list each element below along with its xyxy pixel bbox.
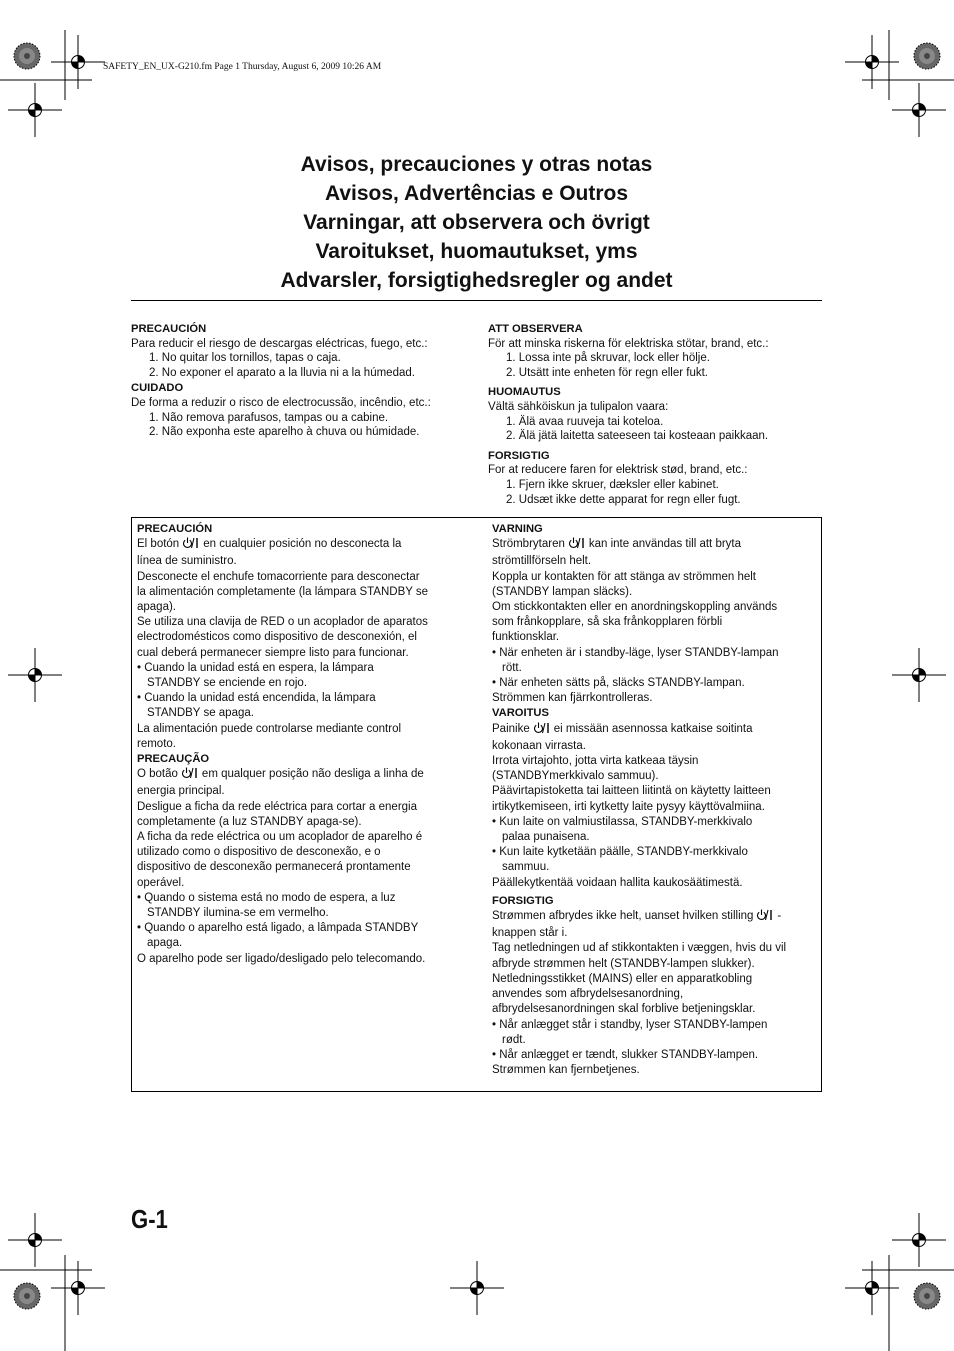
power-standby-icon [756, 909, 774, 926]
line: Netledningsstikket (MAINS) eller en apparatkobling [492, 972, 753, 985]
text: Strömbrytaren [492, 538, 565, 551]
item-da-2: 2. Udsæt ikke dette apparat for regn eller fugt. [506, 493, 741, 506]
intro-es: Para reducir el riesgo de descargas eléctricas, fuego, etc.: [131, 337, 428, 350]
line [137, 767, 472, 784]
heading-da: FORSIGTIG [488, 449, 550, 462]
line: La alimentación puede controlarse mediante control [137, 722, 402, 735]
starburst-target-icon [914, 43, 940, 69]
heading-pt: CUIDADO [131, 382, 184, 395]
starburst-target-icon [14, 43, 40, 69]
line: electrodomésticos como dispositivo de desconexión, el [137, 631, 417, 644]
heading-sv: ATT OBSERVERA [488, 323, 583, 335]
registration-mark-icon [450, 1261, 504, 1315]
starburst-target-icon [914, 1283, 940, 1309]
line: Päävirtapistoketta tai laitteen liitintä on käytetty laitteen [492, 785, 771, 798]
line: strömtillförseln helt. [492, 555, 592, 568]
power-standby-icon [182, 537, 200, 554]
line: O aparelho pode ser ligado/desligado pelo telecomando. [137, 952, 426, 965]
power-standby-icon [568, 537, 586, 554]
line [137, 537, 472, 554]
line: afbrydelsesanordningen skal forblive betjeningsklar. [492, 1003, 756, 1016]
text: en cualquier posición no desconecta la [203, 538, 402, 551]
text: Strømmen afbrydes ikke helt, uanset hvilken stilling [492, 910, 754, 923]
box-heading-sv: VARNING [492, 523, 543, 535]
bullet: • Cuando la unidad está en espera, la lámpara [137, 661, 374, 674]
item-es-1: 1. No quitar los tornillos, tapas o caja. [149, 352, 341, 365]
line: knappen står i. [492, 927, 568, 940]
item-pt-1: 1. Não remova parafusos, tampas ou a cabine. [149, 411, 389, 424]
line: Koppla ur kontakten för att stänga av strömmen helt [492, 570, 757, 583]
bullet-cont: rødt. [502, 1033, 526, 1046]
line: afbryde strømmen helt (STANDBY-lampen slukker). [492, 957, 755, 970]
bullet: • När enheten är i standby-läge, lyser STANDBY-lampan [492, 646, 779, 659]
top-left-warnings [131, 322, 476, 440]
line: remoto. [137, 737, 176, 750]
bullet: • Når anlægget er tændt, slukker STANDBY-lampen. [492, 1048, 759, 1061]
line: irtikytkemiseen, irti kytketty laite pysyy käyttövalmiina. [492, 800, 765, 813]
line: (STANDBYmerkkivalo sammuu). [492, 770, 659, 783]
title-block [131, 150, 822, 295]
line: (STANDBY lampan släcks). [492, 585, 633, 598]
heading-es: PRECAUCIÓN [131, 323, 207, 335]
bullet-cont: STANDBY se enciende en rojo. [147, 677, 308, 690]
line: operável. [137, 876, 185, 889]
text: ei missään asennossa katkaise soitinta [553, 722, 753, 735]
registration-mark-icon [8, 1213, 62, 1267]
bullet: • När enheten sätts på, släcks STANDBY-lampan. [492, 677, 745, 690]
title-da: Advarsler, forsigtighedsregler og andet [280, 269, 673, 292]
box-heading-fi: VAROITUS [492, 707, 549, 720]
intro-da: For at reducere faren for elektrisk stød, brand, etc.: [488, 464, 748, 477]
text: El botón [137, 538, 180, 551]
text: kan inte användas till att bryta [588, 538, 742, 551]
registration-mark-icon [8, 648, 62, 702]
line [492, 722, 818, 739]
line: apaga). [137, 601, 177, 614]
line: Irrota virtajohto, jotta virta katkeaa täysin [492, 755, 699, 768]
text: O botão [137, 768, 178, 781]
line: línea de suministro. [137, 555, 237, 568]
line: la alimentación completamente (la lámpara STANDBY se [137, 585, 429, 598]
line: Strømmen kan fjernbetjenes. [492, 1064, 640, 1077]
line: Desligue a ficha da rede eléctrica para cortar a energia [137, 800, 417, 813]
box-heading-da: FORSIGTIG [492, 894, 554, 907]
bullet-cont: STANDBY se apaga. [147, 707, 254, 720]
item-sv-1: 1. Lossa inte på skruvar, lock eller hölje. [506, 352, 710, 365]
line: Om stickkontakten eller en anordningskoppling används [492, 601, 778, 614]
bullet: • Kun laite on valmiustilassa, STANDBY-merkkivalo [492, 815, 753, 828]
intro-pt: De forma a reduzir o risco de electrocussão, incêndio, etc.: [131, 396, 431, 409]
box-heading-pt: PRECAUÇÃO [137, 753, 210, 766]
line: Strömmen kan fjärrkontrolleras. [492, 692, 653, 705]
bullet: • Når anlægget står i standby, lyser STANDBY-lampen [492, 1018, 768, 1031]
item-es-2: 2. No exponer el aparato a la lluvia ni a la húmedad. [149, 366, 415, 379]
registration-mark-icon [8, 83, 62, 137]
title-es: Avisos, precauciones y otras notas [300, 153, 653, 176]
title-pt: Avisos, Advertências e Outros [324, 182, 629, 205]
registration-mark-icon [892, 83, 946, 137]
heading-fi: HUOMAUTUS [488, 386, 561, 399]
bullet-cont: STANDBY ilumina-se em vermelho. [147, 907, 329, 920]
bullet: • Quando o aparelho está ligado, a lâmpada STANDBY [137, 922, 419, 935]
bullet: • Kun laite kytketään päälle, STANDBY-merkkivalo [492, 846, 748, 859]
registration-mark-icon [892, 648, 946, 702]
box-left-column [137, 522, 472, 967]
text: Painike [492, 722, 530, 735]
line: A ficha da rede eléctrica ou um acoplador de aparelho é [137, 831, 423, 844]
line: energia principal. [137, 785, 225, 798]
line: anvendes som afbrydelsesanordning, [492, 988, 684, 1001]
power-standby-icon [181, 767, 199, 784]
registration-mark-icon [845, 35, 899, 89]
file-header-line: SAFETY_EN_UX-G210.fm Page 1 Thursday, August 6, 2009 10:26 AM [103, 62, 382, 72]
text: - [777, 910, 782, 923]
top-right-warnings [488, 322, 822, 507]
bullet-cont: apaga. [147, 937, 183, 950]
line: Tag netledningen ud af stikkontakten i væggen, hvis du vil [492, 942, 787, 955]
item-da-1: 1. Fjern ikke skruer, dæksler eller kabinet. [506, 478, 719, 491]
line: dispositivo de desconexão permanecerá prontamente [137, 861, 411, 874]
intro-fi: Vältä sähköiskun ja tulipalon vaara: [488, 400, 669, 413]
line [492, 909, 818, 926]
title-sv: Varningar, att observera och övrigt [303, 211, 650, 234]
bullet: • Quando o sistema está no modo de espera, a luz [137, 891, 396, 904]
line [492, 537, 818, 554]
page-number: G-1 [131, 1204, 168, 1234]
registration-mark-icon [51, 1261, 105, 1315]
registration-mark-icon [892, 1213, 946, 1267]
line: som frånkopplare, så ska frånkopplaren förbli [492, 616, 723, 629]
intro-sv: För att minska riskerna för elektriska stötar, brand, etc.: [488, 337, 769, 350]
line: funktionsklar. [492, 631, 560, 644]
line: Päällekytkentää voidaan hallita kaukosäätimestä. [492, 876, 743, 889]
item-fi-2: 2. Älä jätä laitetta sateeseen tai kosteaan paikkaan. [506, 430, 769, 443]
title-rule [131, 300, 822, 301]
text: em qualquer posição não desliga a linha de [201, 768, 424, 781]
item-sv-2: 2. Utsätt inte enheten för regn eller fukt. [506, 366, 709, 379]
registration-mark-icon [845, 1261, 899, 1315]
box-heading-es: PRECAUCIÓN [137, 523, 213, 535]
line: kokonaan virrasta. [492, 739, 586, 752]
box-right-column [492, 522, 818, 1078]
line: cual deberá permanecer siempre listo para funcionar. [137, 646, 409, 659]
registration-mark-icon [51, 35, 105, 89]
bullet: • Cuando la unidad está encendida, la lámpara [137, 692, 376, 705]
starburst-target-icon [14, 1283, 40, 1309]
bullet-cont: sammuu. [502, 861, 550, 874]
title-fi: Varoitukset, huomautukset, yms [315, 240, 638, 263]
line: utilizado como o dispositivo de desconexão, e o [137, 846, 381, 859]
line: Se utiliza una clavija de RED o un acoplador de aparatos [137, 616, 428, 629]
item-pt-2: 2. Não exponha este aparelho à chuva ou húmidade. [149, 426, 420, 439]
bullet-cont: palaa punaisena. [502, 831, 590, 844]
item-fi-1: 1. Älä avaa ruuveja tai koteloa. [506, 415, 664, 428]
power-standby-icon [533, 722, 551, 739]
line: Desconecte el enchufe tomacorriente para desconectar [137, 570, 420, 583]
line: completamente (a luz STANDBY apaga-se). [137, 815, 362, 828]
bullet-cont: rött. [502, 661, 522, 674]
